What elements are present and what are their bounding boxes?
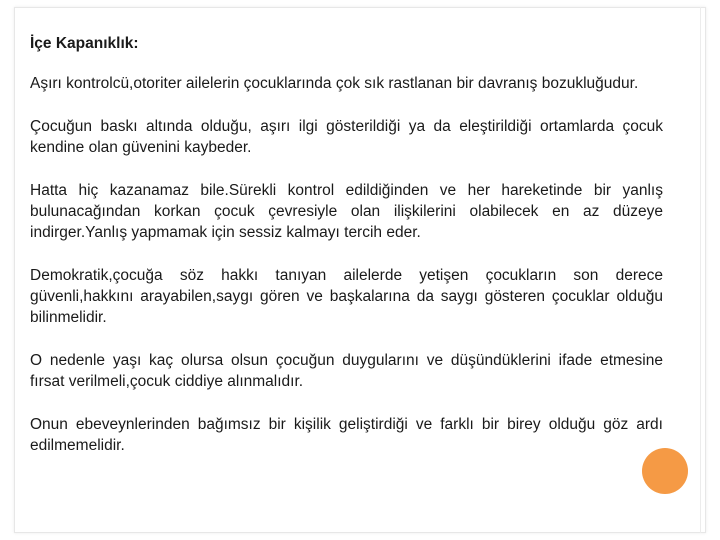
paragraph-1: Aşırı kontrolcü,otoriter ailelerin çocuklarında çok sık rastlanan bir davranış bozukluğudur. xyxy=(30,75,639,92)
slide-border-line xyxy=(700,7,701,533)
decorative-circle xyxy=(642,448,688,494)
slide-heading: İçe Kapanıklık: xyxy=(30,35,139,52)
paragraph-5: O nedenle yaşı kaç olursa olsun çocuğun duygularını ve düşündüklerini ifade etmesine fırsat verilmeli,çocuk ciddiye alınmalıdır. xyxy=(30,352,663,390)
paragraph-2: Çocuğun baskı altında olduğu, aşırı ilgi gösterildiği ya da eleştirildiği ortamlarda çocuk kendine olan güvenini kaybeder. xyxy=(30,118,663,156)
paragraph-3: Hatta hiç kazanamaz bile.Sürekli kontrol edildiğinden ve her hareketinde bir yanlış bulunacağından korkan çocuk çevresiyle olan ilişkilerini olabilecek en az düzeye indirger.Yanlış yapmamak için sessiz kalmayı tercih eder. xyxy=(30,182,663,241)
slide-content xyxy=(30,34,663,478)
paragraph-4: Demokratik,çocuğa söz hakkı tanıyan ailelerde yetişen çocukların son derece güvenli,hakkını arayabilen,saygı gören ve başkalarına da saygı gösteren çocuklar olduğu bilinmelidir. xyxy=(30,267,663,326)
paragraph-6: Onun ebeveynlerinden bağımsız bir kişilik geliştirdiği ve farklı bir birey olduğu göz ardı edilmemelidir. xyxy=(30,416,663,454)
